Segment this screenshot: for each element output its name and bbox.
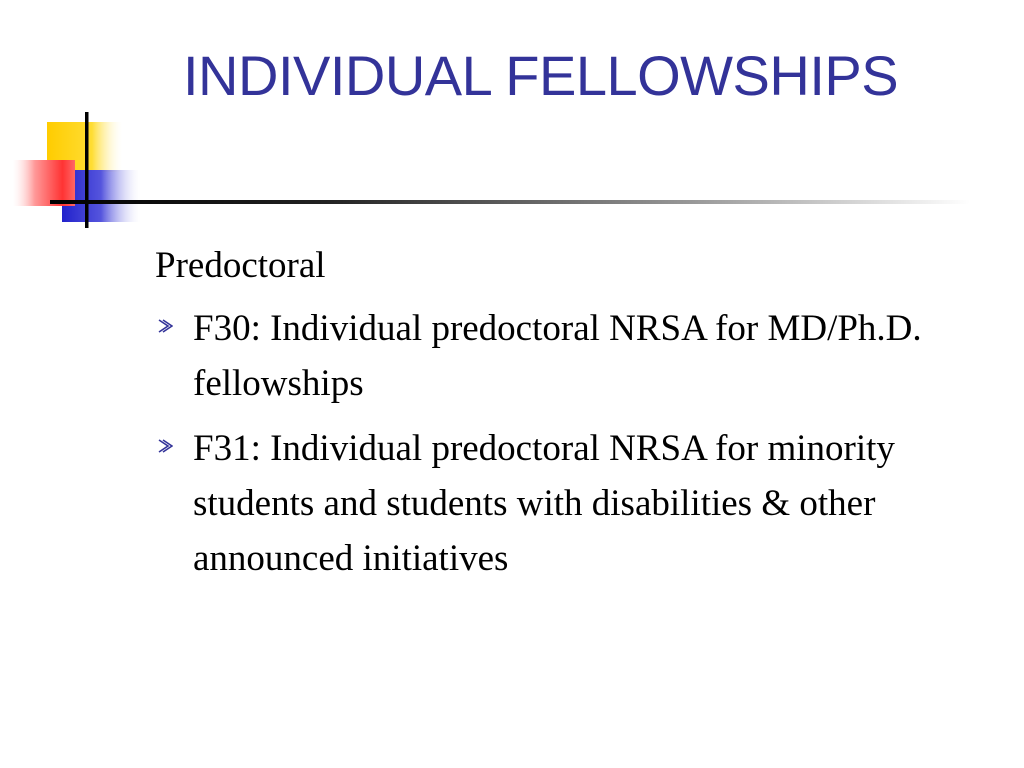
bullet-item [155,301,953,411]
page-title: INDIVIDUAL FELLOWSHIPS [183,44,899,107]
bullet-text: F30: Individual predoctoral NRSA for MD/Ph.D. fellowships [193,308,922,404]
bullet-list [155,301,985,586]
logo-red-square [13,160,75,206]
logo-vertical-line [85,112,89,228]
title-underline [50,200,970,204]
slide-body [155,241,985,586]
section-label: Predoctoral [155,245,326,286]
decorative-logo [0,0,1024,240]
chevron-arrow-icon [157,319,173,333]
chevron-arrow-icon [157,439,173,453]
bullet-item [155,421,953,586]
bullet-text: F31: Individual predoctoral NRSA for minority students and students with disabilities & other announced initiatives [193,428,895,579]
